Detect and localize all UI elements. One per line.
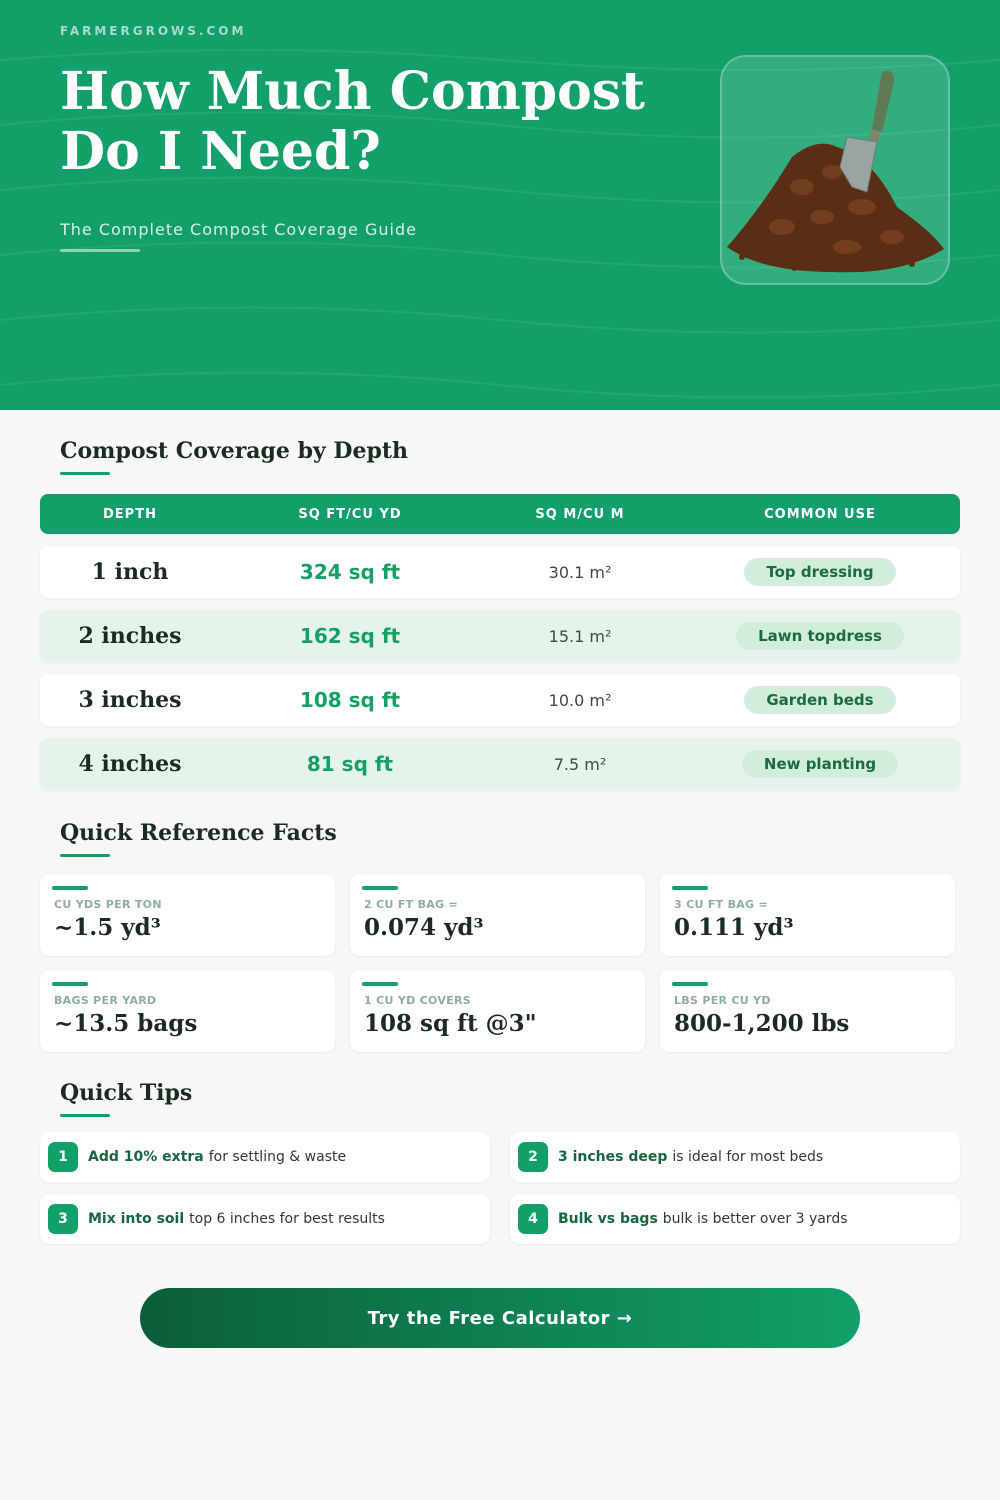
site-name: FARMERGROWS.COM — [60, 24, 247, 38]
fact-value: 800-1,200 lbs — [674, 1010, 850, 1037]
hero-banner — [0, 0, 1000, 410]
table-row — [40, 738, 960, 790]
fact-card — [40, 874, 335, 956]
fact-label: LBS PER CU YD — [674, 994, 771, 1007]
use-badge: New planting — [742, 750, 898, 778]
tip-item — [40, 1132, 490, 1182]
facts-heading: Quick Reference Facts — [60, 820, 337, 846]
column-header-sqft: SQ FT/CU YD — [298, 506, 402, 522]
tip-item — [510, 1194, 960, 1244]
column-header-sqm: SQ M/CU M — [535, 506, 625, 522]
fact-value: 0.074 yd³ — [364, 914, 484, 941]
page-title: How Much Compost Do I Need? — [60, 61, 646, 182]
column-header-use: COMMON USE — [764, 506, 876, 522]
fact-label: CU YDS PER TON — [54, 898, 162, 911]
fact-value: 108 sq ft @3" — [364, 1010, 537, 1037]
depth-cell: 4 inches — [78, 751, 182, 777]
tip-bold: 3 inches deep — [558, 1149, 668, 1165]
compost-image-card — [720, 55, 950, 285]
sqm-cell: 10.0 m² — [548, 690, 612, 710]
tip-text: for settling & waste — [208, 1149, 347, 1165]
fact-label: 2 CU FT BAG = — [364, 898, 459, 911]
fact-label: 1 CU YD COVERS — [364, 994, 471, 1007]
sqft-cell: 108 sq ft — [299, 688, 401, 712]
tip-text: top 6 inches for best results — [189, 1211, 385, 1227]
tip-number: 4 — [518, 1204, 548, 1234]
sqm-cell: 30.1 m² — [548, 562, 612, 582]
tip-bold: Bulk vs bags — [558, 1211, 658, 1227]
tip-text: bulk is better over 3 yards — [662, 1211, 848, 1227]
depth-cell: 2 inches — [78, 623, 182, 649]
sqft-cell: 324 sq ft — [299, 560, 401, 584]
try-calculator-button[interactable]: Try the Free Calculator → — [140, 1288, 860, 1348]
table-row — [40, 674, 960, 726]
subtitle-underline — [60, 249, 140, 252]
use-badge: Garden beds — [744, 686, 895, 714]
depth-cell: 3 inches — [78, 687, 182, 713]
column-header-depth: DEPTH — [103, 506, 157, 522]
tips-heading: Quick Tips — [60, 1080, 192, 1106]
tip-number: 3 — [48, 1204, 78, 1234]
tip-bold: Add 10% extra — [88, 1149, 204, 1165]
use-badge: Lawn topdress — [736, 622, 904, 650]
sqft-cell: 81 sq ft — [306, 752, 394, 776]
tip-item — [510, 1132, 960, 1182]
compost-pile-with-trowel-icon — [722, 57, 952, 287]
fact-value: 0.111 yd³ — [674, 914, 794, 941]
fact-card — [350, 970, 645, 1052]
fact-card — [350, 874, 645, 956]
sqm-cell: 15.1 m² — [548, 626, 612, 646]
fact-value: ~1.5 yd³ — [54, 914, 161, 941]
use-badge: Top dressing — [744, 558, 895, 586]
coverage-heading: Compost Coverage by Depth — [60, 438, 408, 464]
tip-bold: Mix into soil — [88, 1211, 185, 1227]
tip-text: is ideal for most beds — [672, 1149, 824, 1165]
fact-card — [660, 970, 955, 1052]
fact-label: 3 CU FT BAG = — [674, 898, 769, 911]
tip-number: 2 — [518, 1142, 548, 1172]
page-subtitle: The Complete Compost Coverage Guide — [60, 220, 417, 239]
depth-cell: 1 inch — [91, 559, 169, 585]
table-row — [40, 546, 960, 598]
table-header — [40, 494, 960, 534]
fact-card — [660, 874, 955, 956]
fact-card — [40, 970, 335, 1052]
tip-number: 1 — [48, 1142, 78, 1172]
sqft-cell: 162 sq ft — [299, 624, 401, 648]
sqm-cell: 7.5 m² — [553, 754, 607, 774]
table-row — [40, 610, 960, 662]
fact-value: ~13.5 bags — [54, 1010, 198, 1037]
tip-item — [40, 1194, 490, 1244]
fact-label: BAGS PER YARD — [54, 994, 157, 1007]
